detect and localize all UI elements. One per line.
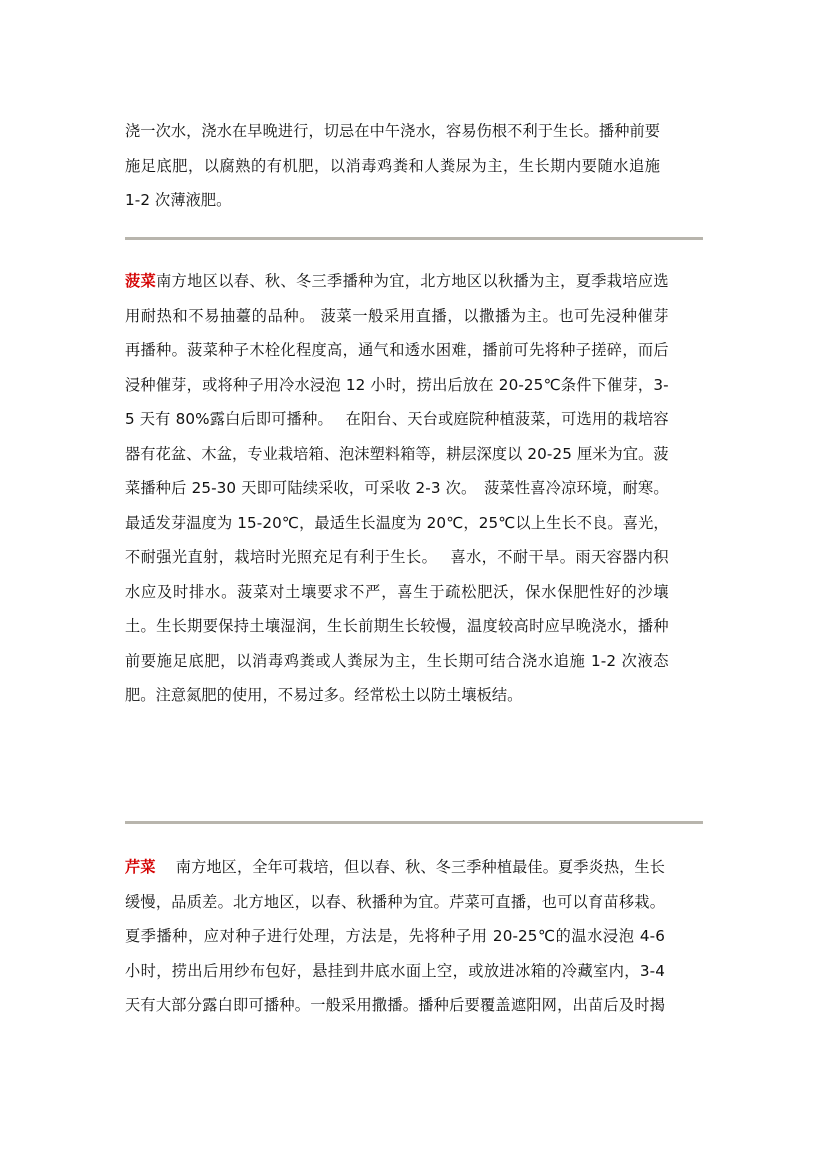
text-line: 肥。注意氮肥的使用，不易过多。经常松土以防土壤板结。 xyxy=(125,686,523,704)
text-line: 器有花盆、木盆，专业栽培箱、泡沫塑料箱等，耕层深度以 20-25 厘米为宜。菠 xyxy=(125,444,669,463)
text-line: 用耐热和不易抽薹的品种。 菠菜一般采用直播，以撒播为主。也可先浸种催芽 xyxy=(125,306,669,325)
celery-term: 芹菜 xyxy=(125,858,156,876)
text-line: 夏季播种，应对种子进行处理，方法是，先将种子用 20-25℃的温水浸泡 4-6 xyxy=(125,927,665,945)
text-line: 土。生长期要保持土壤湿润，生长前期生长较慢，温度较高时应早晚浇水，播种 xyxy=(125,617,669,635)
section-divider xyxy=(125,237,703,240)
text-line: 浇一次水，浇水在早晚进行，切忌在中午浇水，容易伤根不利于生长。播种前要 xyxy=(125,122,661,140)
text-line: 菜播种后 25-30 天即可陆续采收，可采收 2-3 次。 菠菜性喜冷凉环境，耐寒。 xyxy=(125,479,669,497)
text-line: 水应及时排水。菠菜对土壤要求不严，喜生于疏松肥沃，保水保肥性好的沙壤 xyxy=(125,582,669,601)
text-line: 前要施足底肥，以消毒鸡粪或人粪尿为主，生长期可结合浇水追施 1-2 次液态 xyxy=(125,651,669,670)
celery-section xyxy=(125,850,665,1023)
text-line: 浸种催芽，或将种子用冷水浸泡 12 小时，捞出后放在 20-25℃条件下催芽，3- xyxy=(125,375,669,394)
text-line xyxy=(125,850,665,885)
spinach-term: 菠菜 xyxy=(125,272,157,290)
text-line: 施足底肥，以腐熟的有机肥，以消毒鸡粪和人粪尿为主，生长期内要随水追施 xyxy=(125,156,661,175)
text-line: 天有大部分露白即可播种。一般采用撒播。播种后要覆盖遮阳网，出苗后及时揭 xyxy=(125,996,665,1014)
text-line: 小时，捞出后用纱布包好，悬挂到井底水面上空，或放进冰箱的冷藏室内，3-4 xyxy=(125,961,665,980)
text-line: 缓慢，品质差。北方地区，以春、秋播种为宜。芹菜可直播，也可以育苗移栽。 xyxy=(125,892,665,911)
spinach-first-line: 南方地区以春、秋、冬三季播种为宜，北方地区以秋播为主，夏季栽培应选 xyxy=(156,272,669,290)
text-line xyxy=(125,264,669,299)
text-line: 不耐强光直射，栽培时光照充足有利于生长。 喜水，不耐干旱。雨天容器内积 xyxy=(125,548,669,566)
watering-section-tail xyxy=(125,114,660,218)
section-divider xyxy=(125,821,703,824)
text-line: 5 天有 80%露白后即可播种。 在阳台、天台或庭院种植菠菜，可选用的栽培容 xyxy=(125,410,669,428)
spinach-section xyxy=(125,264,669,713)
text-line: 再播种。菠菜种子木栓化程度高，通气和透水困难，播前可先将种子搓碎，而后 xyxy=(125,341,669,359)
text-line: 1-2 次薄液肥。 xyxy=(125,191,232,209)
celery-first-line: 南方地区，全年可栽培，但以春、秋、冬三季种植最佳。夏季炎热，生长 xyxy=(155,858,665,876)
text-line: 最适发芽温度为 15-20℃，最适生长温度为 20℃，25℃以上生长不良。喜光， xyxy=(125,513,669,532)
